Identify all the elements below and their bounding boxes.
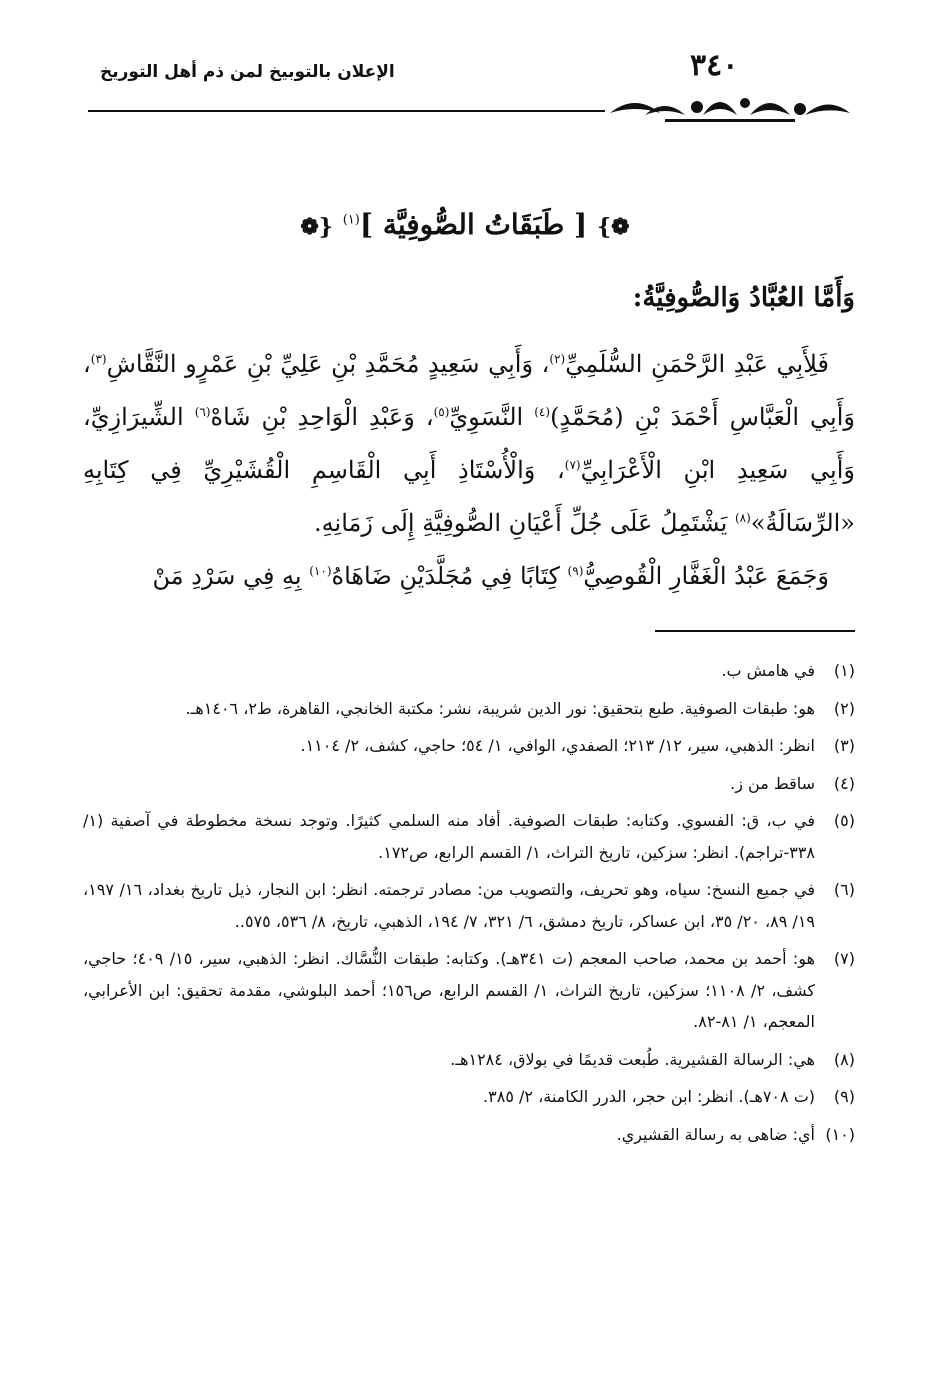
footnote-text: هو: طبقات الصوفية. طبع بتحقيق: نور الدين شريبة، نشر: مكتبة الخانجي، القاهرة، ط٢، ١٤٠٦هـ. — [185, 698, 815, 718]
footnote-text: في جميع النسخ: سياه، وهو تحريف، والتصويب من: مصادر ترجمته. انظر: ابن النجار، ذيل تاريخ بغداد، ١٦/ ١٩٧، ١٩/ ٨٩، ٢٠/ ٣٥، ابن عساكر، تاريخ دمشق، ٦/ ٣٢١، ٧/ ١٩٤، الذهبي، تاريخ، ٨/ ٥٣٦، ٥٧٥.. — [83, 880, 815, 931]
footnote-number: (٢) — [833, 698, 855, 718]
footnote-text: في هامش ب. — [721, 661, 815, 680]
floral-ornament-icon — [605, 85, 855, 127]
page-number: ٣٤٠ — [690, 48, 739, 83]
footnote-text: (ت ٧٠٨هـ). انظر: ابن حجر، الدرر الكامنة، ٢/ ٣٨٥. — [483, 1087, 815, 1106]
footnote-number: (٥) — [833, 811, 855, 830]
footnote-ref: (٨) — [734, 511, 751, 525]
footnote-number: (٧) — [833, 949, 855, 968]
ornament-right: ❁} — [597, 214, 630, 240]
text-run: ، وَالْأُسْتَاذِ أَبِي الْقَاسِمِ الْقُشَيْرِيِّ فِي كِتَابِهِ «الرِّسَالَةُ» — [83, 456, 855, 537]
footnote — [83, 768, 855, 800]
ornament-left: {❁ — [300, 214, 333, 240]
header-rule — [88, 110, 605, 112]
running-title: الإعلان بالتوبيخ لمن ذم أهل التوريخ — [100, 62, 395, 82]
footnote-number: (٤) — [833, 773, 855, 793]
footnote-text: هو: أحمد بن محمد، صاحب المعجم (ت ٣٤١هـ). وكتابه: طبقات النُّسَّاك. انظر: الذهبي، سير، ١٥/ ٤٠٩؛ حاجي، كشف، ٢/ ١١٠٨؛ سزكين، تاريخ التراث، ١/ القسم الرابع، ص١٥٦؛ أحمد البلوشي، مقدمة تحقيق: ابن الأعرابي، المعجم، ١/ ٨١-٨٢. — [83, 949, 816, 1031]
subheading: وَأَمَّا العُبَّادُ وَالصُّوفِيَّةُ: — [632, 283, 855, 313]
text-run: وَجَمَعَ عَبْدُ الْغَفَّارِ الْقُوصِيُّ — [583, 562, 829, 590]
text-run: النَّسَوِيِّ — [449, 403, 535, 431]
footnote-ref: (٦) — [194, 405, 211, 419]
paragraph — [83, 335, 855, 547]
footnote — [83, 805, 855, 868]
footnote — [83, 943, 855, 1038]
text-run: ، وَأَبِي سَعِيدٍ مُحَمَّدِ بْنِ عَلِيِّ بْنِ عَمْرٍو النَّقَّاشِ — [106, 350, 550, 378]
footnote-text: هي: الرسالة القشيرية. طُبعت قديمًا في بولاق، ١٢٨٤هـ. — [450, 1049, 815, 1069]
text-run: فَلِأَبِي عَبْدِ الرَّحْمَنِ السُّلَمِيِّ — [565, 350, 829, 378]
footnote — [83, 874, 855, 937]
footnote — [83, 1081, 855, 1113]
footnote-number: (١٠) — [825, 1124, 855, 1144]
footnote — [83, 730, 855, 762]
footnote-number: (٣) — [833, 736, 855, 755]
footnote-number: (٦) — [833, 880, 855, 899]
footnote-ref: (٣) — [90, 352, 107, 366]
section-title — [230, 208, 700, 241]
footnote — [83, 1044, 855, 1076]
text-run: يَشْتَمِلُ عَلَى جُلِّ أَعْيَانِ الصُّوفِيَّةِ إِلَى زَمَانِهِ. — [314, 509, 735, 537]
footnote-ref: (١) — [342, 212, 360, 228]
footnote — [83, 655, 855, 687]
footnotes — [83, 655, 855, 1156]
footnote-ref: (٤) — [534, 405, 551, 419]
footnote-ref: (١٠) — [309, 564, 332, 578]
footnote — [83, 1119, 855, 1151]
section-title-text: [ طَبَقَاتُ الصُّوفِيَّة ] — [359, 208, 588, 241]
footnote-ref: (٧) — [564, 458, 581, 472]
text-run: الشِّيرَازِيِّ، وَأَبِي سَعِيدِ ابْنِ الْأَعْرَابِيِّ — [83, 403, 855, 484]
footnote-text: أي: ضاهى به رسالة القشيري. — [616, 1124, 815, 1144]
footnote-ref: (٢) — [549, 352, 566, 366]
footnote-number: (٨) — [833, 1049, 855, 1069]
text-run: كِتَابًا فِي مُجَلَّدَيْنِ ضَاهَاهُ — [331, 562, 568, 590]
footnote-rule — [655, 630, 855, 632]
footnote-text: في ب، ق: الفسوي. وكتابه: طبقات الصوفية. أفاد منه السلمي كثيرًا. وتوجد نسخة مخطوطة في آصفية (١/ ٣٣٨-تراجم). انظر: سزكين، تاريخ التراث، ١/ القسم الرابع، ص١٧٢. — [83, 811, 815, 862]
footnote-text: ساقط من ز. — [730, 773, 815, 793]
paragraph — [83, 547, 855, 600]
main-text — [83, 335, 855, 600]
footnote-text: انظر: الذهبي، سير، ١٢/ ٢١٣؛ الصفدي، الوافي، ١/ ٥٤؛ حاجي، كشف، ٢/ ١١٠٤. — [300, 736, 815, 755]
text-run: ، وَعَبْدِ الْوَاحِدِ بْنِ شَاهْ — [210, 403, 434, 431]
footnote — [83, 693, 855, 725]
footnote-number: (٩) — [833, 1087, 855, 1106]
footnote-ref: (٩) — [567, 564, 584, 578]
text-run: ، وَأَبِي الْعَبَّاسِ أَحْمَدَ بْنِ (مُحَمَّدٍ) — [83, 350, 855, 431]
footnote-number: (١) — [833, 661, 855, 680]
footnote-ref: (٥) — [433, 405, 450, 419]
text-run: بِهِ فِي سَرْدِ مَنْ — [152, 562, 310, 590]
